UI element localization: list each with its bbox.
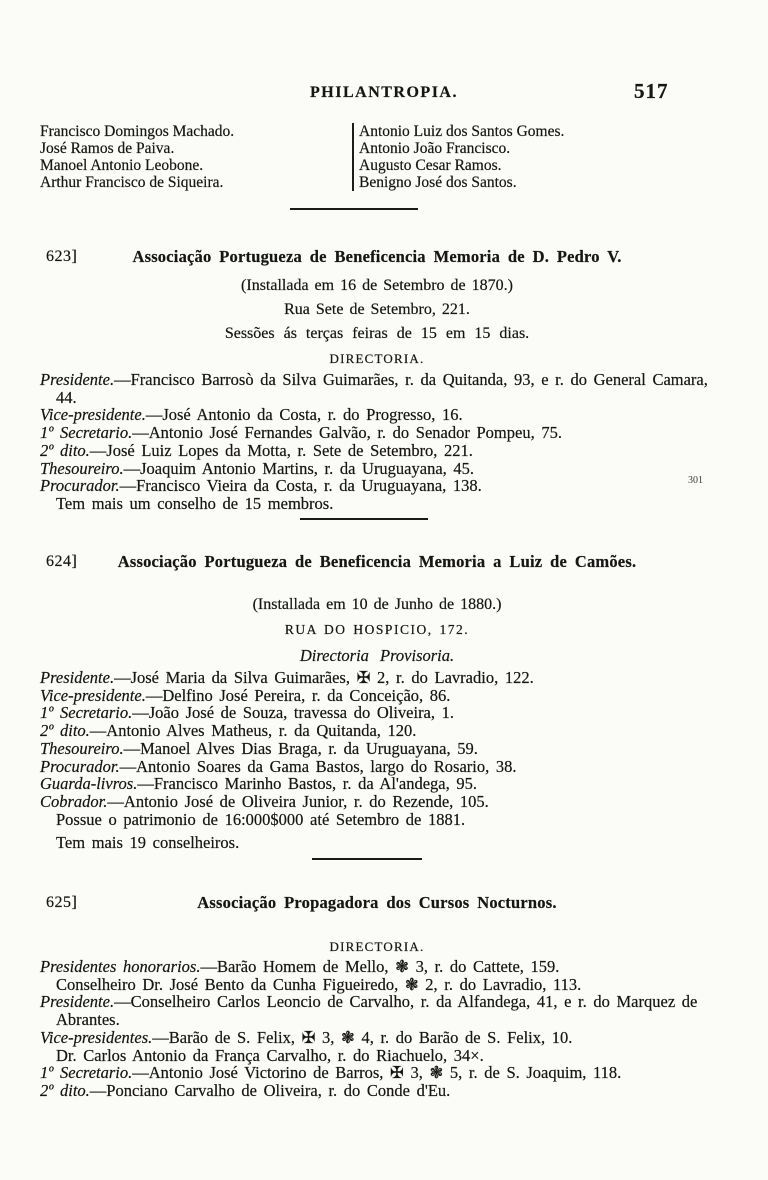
entry-text: Possue o patrimonio de 16:000$000 até Setembro de 1881. [56, 809, 466, 829]
role-label: Vice-presidente. [40, 685, 146, 705]
directory-entry [40, 406, 714, 424]
role-label: Vice-presidente. [40, 405, 146, 425]
role-label: Thesoureiro. [40, 458, 124, 478]
sessions-line: Sessões ás terças feiras de 15 em 15 dias. [224, 325, 530, 342]
directory-entry [40, 424, 714, 442]
role-label: 1º Secretario. [40, 1063, 133, 1083]
directory-entry [40, 758, 714, 776]
installed-date: (Installada em 10 de Junho de 1880.) [252, 596, 502, 613]
entry-text: —José Antonio da Costa, r. do Progresso, 16. [145, 405, 463, 425]
section-title: Associação Propagadora dos Cursos Nocturnos. [197, 893, 557, 912]
entry-text: Conselheiro Dr. José Bento da Cunha Figueiredo, ❃ 2, r. do Lavradio, 113. [56, 974, 582, 994]
section-number: 624] [46, 553, 78, 570]
role-label: Cobrador. [40, 791, 108, 811]
directory-entry [40, 442, 714, 460]
page-header-title: PHILANTROPIA. [310, 84, 458, 101]
directory-entry [40, 1064, 714, 1082]
section-heading [40, 552, 714, 573]
margin-note: 301 [688, 475, 703, 486]
directory-entry [40, 775, 714, 793]
role-label: Presidente. [40, 370, 115, 389]
installed-date: (Installada em 16 de Setembro de 1870.) [241, 277, 513, 294]
member-name: Antonio Luiz dos Santos Gomes. [359, 123, 565, 140]
section-624 [40, 552, 714, 852]
entry-text: —Manoel Alves Dias Braga, r. da Uruguayana, 59. [123, 738, 478, 758]
entry-text: —Delfino José Pereira, r. da Conceição, 86. [145, 685, 451, 705]
role-label: Presidentes honorarios. [40, 957, 201, 976]
horizontal-rule [300, 518, 428, 520]
entry-text: Tem mais um conselho de 15 membros. [56, 493, 334, 513]
entry-text: —Antonio José Victorino de Barros, ✠ 3, ❃ 5, r. de S. Joaquim, 118. [132, 1063, 622, 1083]
section-623 [40, 247, 714, 513]
entry-text: —Antonio Alves Matheus, r. da Quitanda, 120. [89, 721, 417, 741]
patrimony-note [40, 811, 714, 829]
role-label: 2º dito. [40, 440, 90, 460]
entry-text: Dr. Carlos Antonio da França Carvalho, r. do Riachuelo, 34×. [56, 1045, 484, 1065]
member-column-left [40, 123, 352, 191]
section-heading [40, 247, 714, 268]
directory-entry [40, 704, 714, 722]
directory-entry [40, 993, 714, 1028]
entry-text: —Joaquim Antonio Martins, r. da Uruguayana, 45. [123, 458, 475, 478]
section-number: 625] [46, 894, 78, 911]
closing-note [40, 834, 714, 852]
entry-text: —Antonio José Fernandes Galvão, r. do Senador Pompeu, 75. [132, 423, 562, 443]
member-name: Francisco Domingos Machado. [40, 123, 235, 140]
entry-text: —Antonio José de Oliveira Junior, r. do Rezende, 105. [107, 791, 489, 811]
member-column-right [352, 123, 564, 191]
member-name: Manoel Antonio Leobone. [40, 157, 204, 174]
horizontal-rule [312, 858, 422, 860]
entry-text: —José Maria da Silva Guimarães, ✠ 2, r. do Lavradio, 122. [114, 668, 534, 687]
directory-entry [40, 740, 714, 758]
role-label: Procurador. [40, 476, 120, 496]
entry-text: —Francisco Vieira da Costa, r. da Uruguayana, 138. [119, 476, 482, 496]
directory-entry [40, 460, 714, 478]
role-label: Guarda-livros. [40, 774, 138, 794]
directoria-heading: DIRECTORIA. [329, 351, 425, 366]
member-name-list [40, 123, 730, 191]
directory-entry [40, 1029, 714, 1047]
directory-entry [40, 687, 714, 705]
role-label: 1º Secretario. [40, 703, 133, 723]
directoria-heading: DIRECTORIA. [329, 939, 425, 954]
member-name: Arthur Francisco de Siqueira. [40, 174, 224, 191]
role-label: Presidente. [40, 668, 115, 687]
directory-entry [40, 371, 714, 406]
role-label: Thesoureiro. [40, 738, 124, 758]
entry-text: —João José de Souza, travessa do Oliveira, 1. [132, 703, 455, 723]
member-name: Antonio João Francisco. [359, 140, 511, 157]
entry-text: —Barão Homem de Mello, ❃ 3, r. do Cattete, 159. [200, 957, 560, 976]
address-line: Rua Sete de Setembro, 221. [284, 301, 470, 318]
address-line: RUA DO HOSPICIO, 172. [284, 622, 470, 637]
directory-entry [40, 477, 714, 495]
page-number: 517 [634, 79, 669, 103]
entry-text: —Barão de S. Felix, ✠ 3, ❃ 4, r. do Barão de S. Felix, 10. [152, 1027, 573, 1047]
section-title: Associação Portugueza de Beneficencia Memoria a Luiz de Camões. [117, 552, 637, 571]
entry-text: —Antonio Soares da Gama Bastos, largo do Rosario, 38. [119, 756, 517, 776]
member-name: José Ramos de Paiva. [40, 140, 175, 157]
directoria-provisoria-heading: Directoria Provisoria. [299, 646, 455, 665]
section-heading [40, 893, 714, 914]
entry-text: —Ponciano Carvalho de Oliveira, r. do Conde d'Eu. [89, 1080, 451, 1100]
horizontal-rule [290, 208, 418, 210]
directory-entry [40, 669, 714, 687]
directory-entry [40, 793, 714, 811]
directory-entry [40, 1082, 714, 1100]
role-label: Procurador. [40, 756, 120, 776]
directory-entry [40, 1047, 714, 1065]
section-title: Associação Portugueza de Beneficencia Memoria de D. Pedro V. [132, 247, 622, 266]
role-label: Vice-presidentes. [40, 1027, 153, 1047]
member-name: Augusto Cesar Ramos. [359, 157, 502, 174]
role-label: 2º dito. [40, 1080, 90, 1100]
directory-entry [40, 722, 714, 740]
role-label: 2º dito. [40, 721, 90, 741]
section-number: 623] [46, 248, 78, 265]
role-label: 1º Secretario. [40, 423, 133, 443]
entry-text: —Francisco Barrosò da Silva Guimarães, r. da Quitanda, 93, e r. do General Camara, 44. [56, 370, 708, 407]
entry-text: —Francisco Marinho Bastos, r. da Al'andega, 95. [137, 774, 477, 794]
entry-text: —José Luiz Lopes da Motta, r. Sete de Setembro, 221. [89, 440, 473, 460]
directory-entry [40, 976, 714, 994]
entry-text: Tem mais 19 conselheiros. [56, 833, 240, 853]
entry-text: —Conselheiro Carlos Leoncio de Carvalho, r. da Alfandega, 41, e r. do Marquez de Abrantes. [56, 992, 698, 1030]
section-625 [40, 893, 714, 1100]
directory-entry [40, 958, 714, 976]
role-label: Presidente. [40, 992, 115, 1012]
closing-note [40, 495, 714, 513]
member-name: Benigno José dos Santos. [359, 174, 517, 191]
